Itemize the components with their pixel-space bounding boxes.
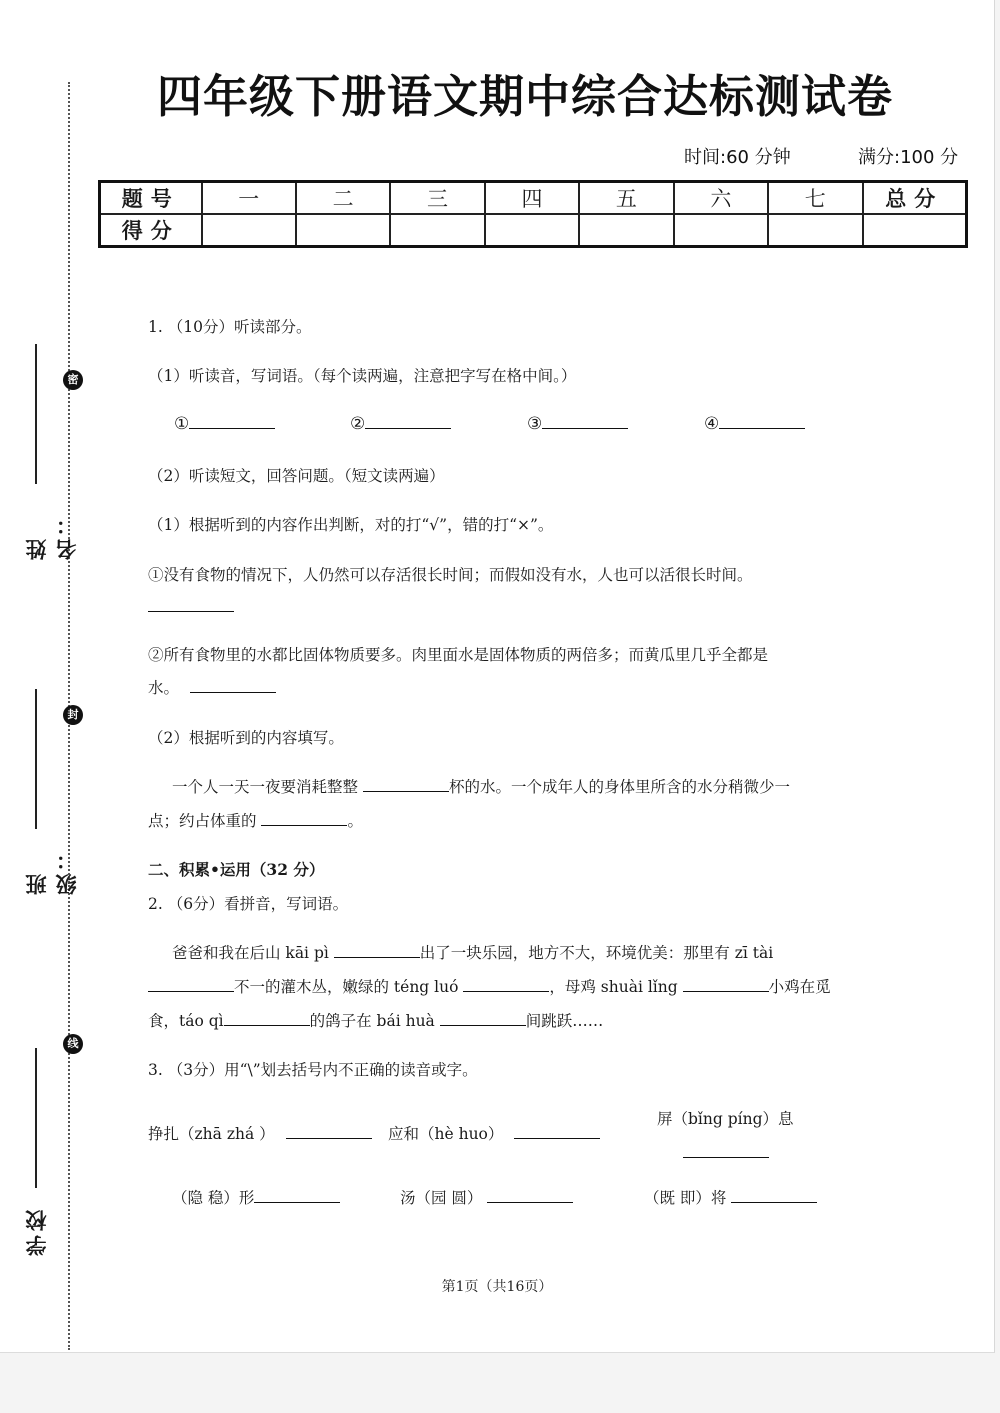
score-table-header-row — [100, 182, 967, 215]
q2-line-1 — [172, 941, 773, 963]
q3-item-2 — [388, 1122, 600, 1144]
header-cell-5: 五 — [579, 182, 673, 215]
q2-blank-baihua[interactable] — [440, 1024, 526, 1026]
page-title: 四年级下册语文期中综合达标测试卷 — [156, 70, 893, 123]
q3-item-6 — [644, 1186, 817, 1208]
answer-blank-3[interactable] — [542, 427, 628, 429]
score-cell[interactable] — [202, 214, 296, 247]
judge-1-answer-row — [148, 598, 234, 616]
school-field[interactable] — [20, 1046, 49, 1256]
q2-text: ，母鸡 shuài lǐng — [549, 978, 678, 996]
q3-item-3-answer — [683, 1144, 769, 1162]
fill-line-2 — [148, 809, 363, 831]
q3-item-5 — [400, 1186, 573, 1208]
header-cell-total: 总分 — [863, 182, 967, 215]
q3-item-1 — [148, 1122, 372, 1144]
q3-title: 3. （3分）用“\”划去括号内不正确的读音或字。 — [148, 1061, 478, 1079]
q3-answer-blank[interactable] — [487, 1201, 573, 1203]
judge-statement-1: ①没有食物的情况下，人仍然可以存活很长时间；而假如没有水，人也可以活很长时间。 — [148, 566, 753, 584]
fill-text-d: 。 — [347, 812, 363, 830]
full-score: 满分:100 分 — [858, 147, 959, 168]
name-input-line[interactable] — [35, 344, 37, 484]
fill-line-1 — [172, 775, 790, 797]
q2-text: 出了一块乐园，地方不大，环境优美：那里有 zī tài — [419, 944, 774, 962]
answer-blank-1[interactable] — [189, 427, 275, 429]
q2-line-2 — [148, 975, 831, 997]
fill-cups-blank[interactable] — [363, 790, 449, 792]
header-cell-4: 四 — [485, 182, 579, 215]
header-cell-2: 二 — [296, 182, 390, 215]
q3-item-text: （既 即）将 — [644, 1189, 727, 1207]
header-cell-number: 题号 — [100, 182, 202, 215]
judge-2-line2 — [148, 676, 276, 698]
fill-weight-blank[interactable] — [261, 824, 347, 826]
q1-title: 1. （10分）听读部分。 — [148, 318, 312, 336]
name-field[interactable] — [20, 340, 79, 560]
judge-statement-2: ②所有食物里的水都比固体物质要多。肉里面水是固体物质的两倍多；而黄瓜里几乎全都是 — [148, 646, 769, 664]
class-label: 班级： — [25, 845, 79, 895]
score-cell[interactable] — [390, 214, 484, 247]
seal-xian-icon: 线 — [63, 1034, 83, 1054]
q3-answer-blank[interactable] — [683, 1156, 769, 1158]
q1-blank-row — [174, 414, 275, 434]
header-cell-7: 七 — [768, 182, 862, 215]
name-label: 姓名： — [25, 510, 79, 560]
q2-blank-zitai[interactable] — [148, 990, 234, 992]
q3-item-3: 屏（bǐng píng）息 — [657, 1110, 794, 1128]
q1-blank-row — [527, 414, 628, 434]
q1-part2-instruction: （2）听读短文，回答问题。（短文读两遍） — [148, 467, 445, 485]
judge-statement-2-end: 水。 — [148, 679, 180, 697]
q3-answer-blank[interactable] — [286, 1137, 372, 1139]
blank-number-3: ③ — [527, 414, 543, 434]
school-label: 学校 — [25, 1206, 49, 1256]
score-cell[interactable] — [296, 214, 390, 247]
blank-number-1: ① — [174, 414, 190, 434]
q2-title: 2. （6分）看拼音，写词语。 — [148, 895, 349, 913]
page-number: 第1页（共16页） — [441, 1279, 553, 1295]
class-input-line[interactable] — [35, 689, 37, 829]
fill-instruction: （2）根据听到的内容填写。 — [148, 729, 344, 747]
fill-text-c: 点；约占体重的 — [148, 812, 257, 830]
q2-blank-kaipi[interactable] — [334, 956, 420, 958]
q3-answer-blank[interactable] — [731, 1201, 817, 1203]
score-cell[interactable] — [768, 214, 862, 247]
header-cell-1: 一 — [202, 182, 296, 215]
seal-feng-icon: 封 — [63, 705, 83, 725]
q2-blank-tengluo[interactable] — [463, 990, 549, 992]
blank-number-2: ② — [350, 414, 366, 434]
answer-blank-2[interactable] — [365, 427, 451, 429]
section-2-heading: 二、积累•运用（32 分） — [148, 860, 325, 879]
score-cell[interactable] — [674, 214, 768, 247]
score-cell[interactable] — [485, 214, 579, 247]
fill-text-b: 杯的水。一个成年人的身体里所含的水分稍微少一 — [448, 778, 790, 796]
q3-item-4 — [172, 1186, 340, 1208]
q2-text: 食，táo qì — [148, 1012, 224, 1030]
answer-blank-4[interactable] — [719, 427, 805, 429]
judge-1-answer-blank[interactable] — [148, 610, 234, 612]
q3-answer-blank[interactable] — [254, 1201, 340, 1203]
q3-item-text: 应和（hè huo） — [388, 1125, 504, 1143]
q2-text: 小鸡在觅 — [768, 978, 831, 996]
q3-item-text: 汤（园 圆） — [400, 1189, 483, 1207]
q2-text: 的鸽子在 bái huà — [309, 1012, 435, 1030]
q3-answer-blank[interactable] — [514, 1137, 600, 1139]
q2-blank-taoqi[interactable] — [224, 1024, 310, 1026]
q3-item-text: 挣扎（zhā zhá ） — [148, 1125, 275, 1143]
q1-blank-row — [350, 414, 451, 434]
q1-blank-row — [704, 414, 805, 434]
header-cell-6: 六 — [674, 182, 768, 215]
class-field[interactable] — [20, 685, 79, 895]
fill-text-a: 一个人一天一夜要消耗整整 — [172, 778, 359, 796]
q2-blank-shuailing[interactable] — [683, 990, 769, 992]
q3-item-text: （隐 稳）形 — [172, 1189, 255, 1207]
score-row-label: 得分 — [100, 214, 202, 247]
q2-text: 间跳跃…… — [525, 1012, 604, 1030]
blank-number-4: ④ — [704, 414, 720, 434]
judge-2-answer-blank[interactable] — [190, 691, 276, 693]
q1-part1-instruction: （1）听读音，写词语。（每个读两遍，注意把字写在格中间。） — [148, 367, 577, 385]
header-cell-3: 三 — [390, 182, 484, 215]
score-cell[interactable] — [579, 214, 673, 247]
judge-instruction: （1）根据听到的内容作出判断，对的打“√”，错的打“×”。 — [148, 516, 554, 534]
q2-text: 不一的灌木丛，嫩绿的 téng luó — [234, 978, 459, 996]
score-cell-total[interactable] — [863, 214, 967, 247]
q2-text: 爸爸和我在后山 kāi pì — [172, 944, 329, 962]
exam-time: 时间:60 分钟 — [684, 147, 791, 168]
q2-line-3 — [148, 1009, 603, 1031]
school-input-line[interactable] — [35, 1048, 37, 1188]
score-table-score-row — [100, 214, 967, 247]
seal-mi-icon: 密 — [63, 370, 83, 390]
score-table — [98, 180, 968, 248]
